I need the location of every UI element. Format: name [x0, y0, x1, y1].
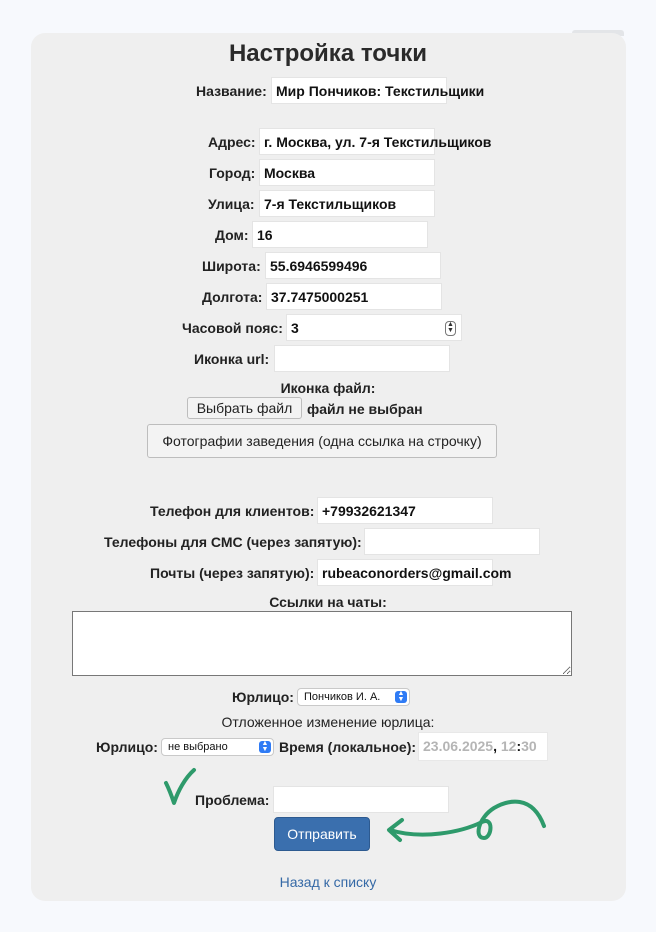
address-label: Адрес:	[208, 134, 256, 150]
spinner-arrows-icon[interactable]: ▲ ▼	[445, 321, 456, 336]
city-input[interactable]: Москва	[259, 159, 435, 186]
timezone-value: 3	[291, 320, 299, 336]
legal-entity-label: Юрлицо:	[232, 689, 294, 705]
time-minute: 30	[521, 738, 537, 754]
legal-entity-select[interactable]	[297, 688, 410, 706]
sms-phones-input[interactable]	[364, 528, 540, 555]
local-time-label: Время (локальное):	[279, 739, 417, 755]
checkmark-annotation-icon	[160, 765, 200, 807]
house-input[interactable]: 16	[252, 221, 428, 248]
longitude-row	[0, 283, 656, 311]
address-row	[0, 128, 656, 156]
city-row	[0, 159, 656, 187]
house-label: Дом:	[215, 227, 249, 243]
client-phone-input[interactable]: +79932621347	[317, 497, 493, 524]
street-row	[0, 190, 656, 218]
icon-url-label: Иконка url:	[194, 351, 270, 367]
client-phone-row	[0, 497, 656, 525]
timezone-input[interactable]	[286, 314, 462, 341]
time-day: 23	[423, 738, 439, 754]
photos-button[interactable]: Фотографии заведения (одна ссылка на строчку)	[147, 424, 497, 458]
latitude-row	[0, 252, 656, 280]
deferred-entity-label: Юрлицо:	[96, 739, 158, 755]
time-month: 06	[442, 738, 459, 754]
time-hour: 12	[500, 738, 517, 754]
timezone-label: Часовой пояс:	[182, 320, 283, 336]
choose-file-button[interactable]: Выбрать файл	[187, 397, 302, 419]
back-to-list-link[interactable]: Назад к списку	[279, 874, 377, 890]
latitude-label: Широта:	[202, 258, 261, 274]
deferred-change-caption: Отложенное изменение юрлица:	[221, 714, 435, 730]
local-time-input[interactable]: 23.06.2025, 12:30	[418, 732, 548, 761]
icon-url-input[interactable]	[274, 345, 450, 372]
name-input[interactable]: Мир Пончиков: Текстильщики	[271, 77, 447, 104]
house-row	[0, 221, 656, 249]
client-phone-label: Телефон для клиентов:	[150, 503, 315, 519]
time-year: 2025	[461, 738, 494, 754]
name-label: Название:	[196, 83, 267, 99]
deferred-entity-value: не выбрано	[168, 741, 228, 753]
emails-label: Почты (через запятую):	[150, 565, 315, 581]
icon-file-label: Иконка файл:	[280, 380, 376, 396]
city-label: Город:	[209, 165, 256, 181]
name-row	[0, 77, 656, 105]
select-arrows-icon: ▲ ▼	[259, 741, 271, 753]
select-arrows-icon: ▲ ▼	[395, 691, 407, 703]
arrow-annotation-icon	[382, 788, 552, 848]
submit-button[interactable]: Отправить	[274, 817, 370, 851]
timezone-row	[0, 314, 656, 342]
problem-label: Проблема:	[195, 792, 270, 808]
legal-entity-value: Пончиков И. А.	[304, 691, 381, 703]
emails-input[interactable]: rubeaconorders@gmail.com	[317, 559, 493, 586]
emails-row	[0, 559, 656, 587]
chat-links-textarea[interactable]	[72, 611, 572, 676]
sms-phones-label: Телефоны для СМС (через запятую):	[104, 534, 362, 550]
longitude-label: Долгота:	[202, 289, 263, 305]
latitude-input[interactable]: 55.6946599496	[265, 252, 441, 279]
street-label: Улица:	[208, 196, 255, 212]
street-input[interactable]: 7-я Текстильщиков	[259, 190, 435, 217]
sms-phones-row	[0, 528, 656, 556]
address-input[interactable]: г. Москва, ул. 7-я Текстильщиков	[259, 128, 435, 155]
deferred-entity-select[interactable]	[161, 738, 274, 756]
file-status-text: файл не выбран	[307, 401, 423, 417]
longitude-input[interactable]: 37.7475000251	[266, 283, 442, 310]
icon-url-row	[0, 345, 656, 373]
chat-links-label: Ссылки на чаты:	[269, 594, 387, 610]
page-title: Настройка точки	[228, 40, 428, 67]
